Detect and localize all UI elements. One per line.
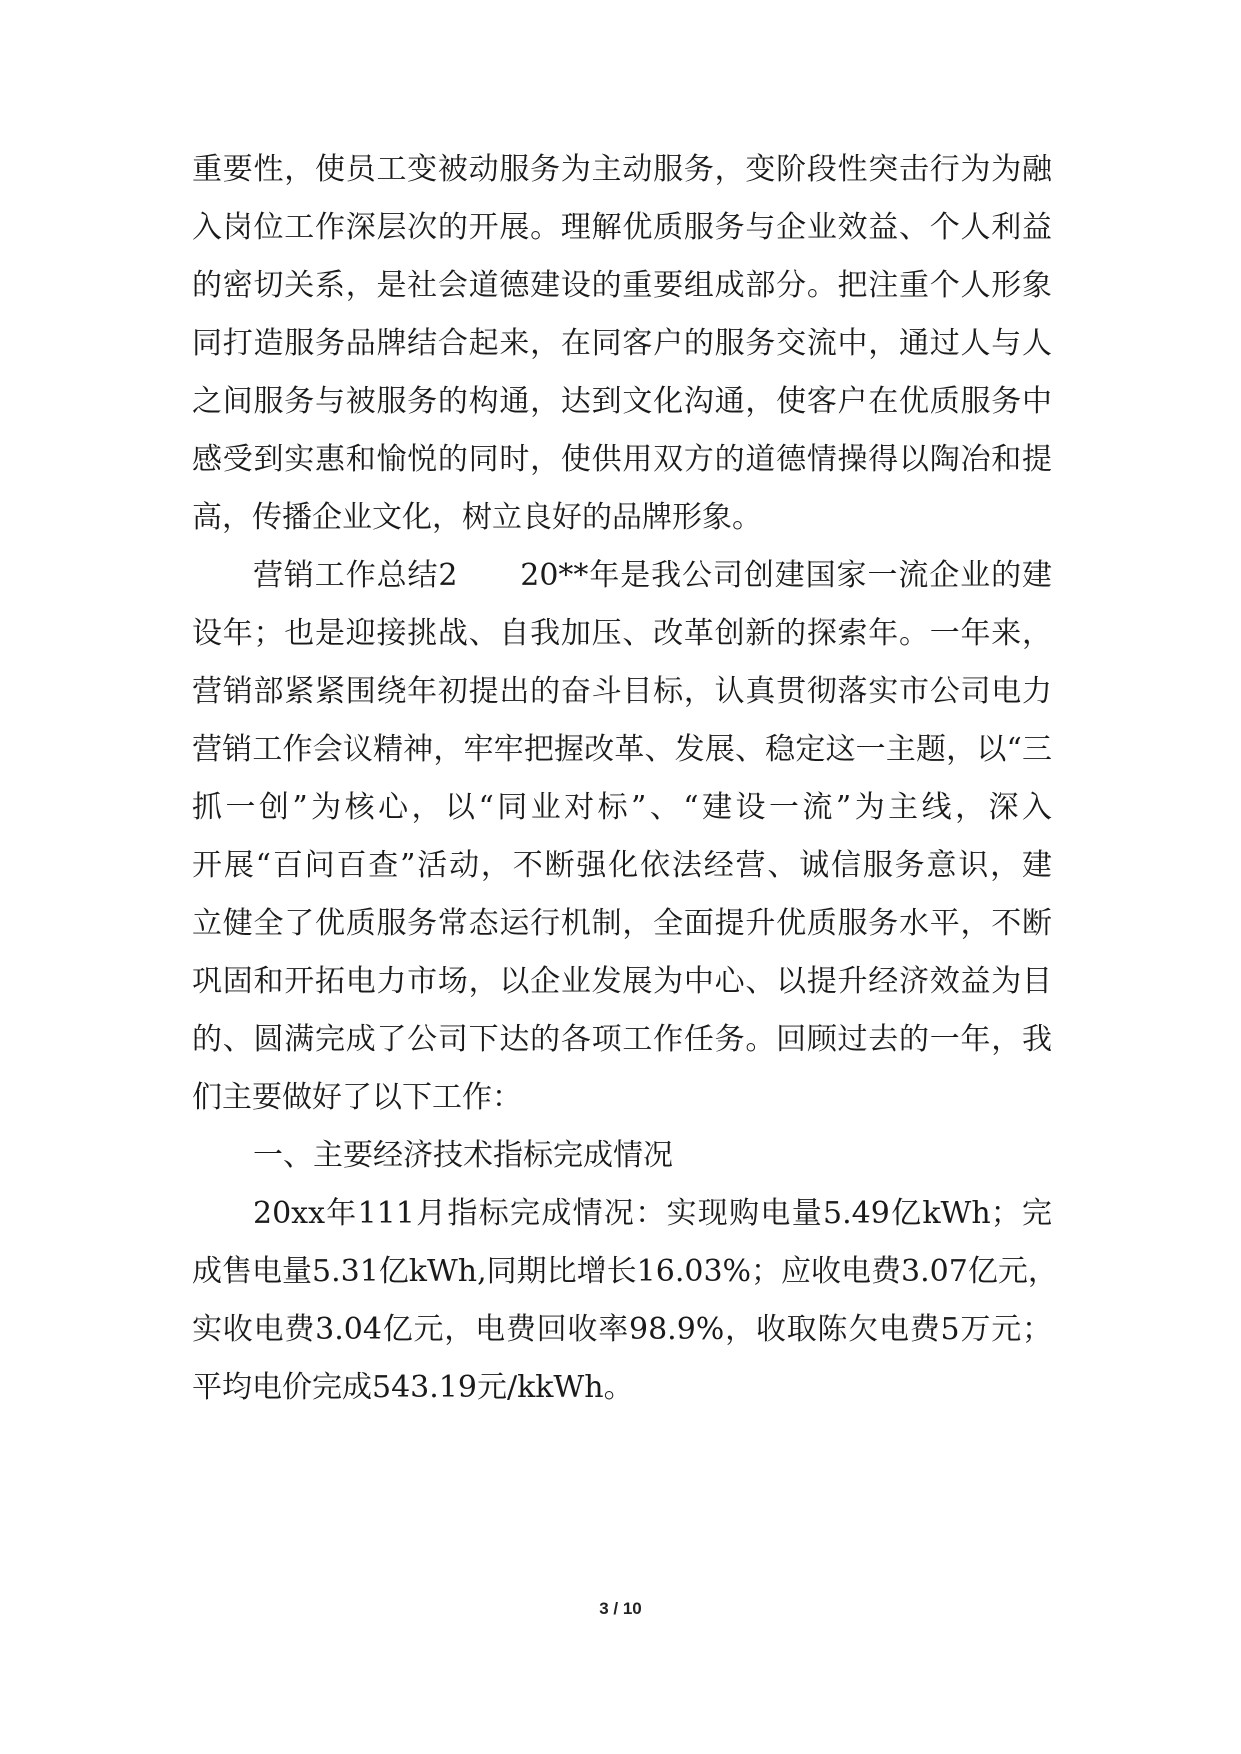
paragraph-line: 同打造服务品牌结合起来，在同客户的服务交流中，通过人与人 <box>192 326 1052 361</box>
page-number: 3 / 10 <box>599 1599 642 1618</box>
paragraph-line: 入岗位工作深层次的开展。理解优质服务与企业效益、个人利益 <box>192 210 1052 245</box>
paragraph-line: 开展“百问百查”活动，不断强化依法经营、诚信服务意识，建 <box>192 848 1052 883</box>
paragraph-line: 营销部紧紧围绕年初提出的奋斗目标，认真贯彻落实市公司电力 <box>192 674 1052 709</box>
paragraph-line-last: 们主要做好了以下工作： <box>192 1080 522 1115</box>
paragraph-line: 的、圆满完成了公司下达的各项工作任务。回顾过去的一年，我 <box>192 1022 1052 1057</box>
paragraph-line: 营销工作会议精神，牢牢把握改革、发展、稳定这一主题，以“三 <box>192 732 1052 767</box>
paragraph-line: 巩固和开拓电力市场，以企业发展为中心、以提升经济效益为目 <box>192 964 1052 999</box>
paragraph-line: 立健全了优质服务常态运行机制，全面提升优质服务水平，不断 <box>192 906 1052 941</box>
paragraph-line: 之间服务与被服务的构通，达到文化沟通，使客户在优质服务中 <box>192 384 1052 419</box>
paragraph-line: 20xx年111月指标完成情况：实现购电量5.49亿kWh；完 <box>253 1196 1052 1231</box>
paragraph-line: 设年；也是迎接挑战、自我加压、改革创新的探索年。一年来， <box>192 616 1052 651</box>
paragraph-line: 实收电费3.04亿元，电费回收率98.9%，收取陈欠电费5万元； <box>192 1312 1052 1347</box>
paragraph-line-last: 高，传播企业文化，树立良好的品牌形象。 <box>192 500 762 535</box>
section-heading-line: 营销工作总结2 20**年是我公司创建国家一流企业的建 <box>253 558 1052 593</box>
paragraph-line: 重要性，使员工变被动服务为主动服务，变阶段性突击行为为融 <box>192 152 1052 187</box>
section-heading: 一、主要经济技术指标完成情况 <box>253 1138 673 1173</box>
paragraph-line: 的密切关系，是社会道德建设的重要组成部分。把注重个人形象 <box>192 268 1052 303</box>
paragraph-line: 感受到实惠和愉悦的同时，使供用双方的道德情操得以陶冶和提 <box>192 442 1052 477</box>
paragraph-line: 成售电量5.31亿kWh,同期比增长16.03%；应收电费3.07亿元， <box>192 1254 1058 1289</box>
paragraph-line-last: 平均电价完成543.19元/kkWh。 <box>192 1370 634 1405</box>
paragraph-line: 抓一创”为核心，以“同业对标”、“建设一流”为主线，深入 <box>192 790 1052 825</box>
